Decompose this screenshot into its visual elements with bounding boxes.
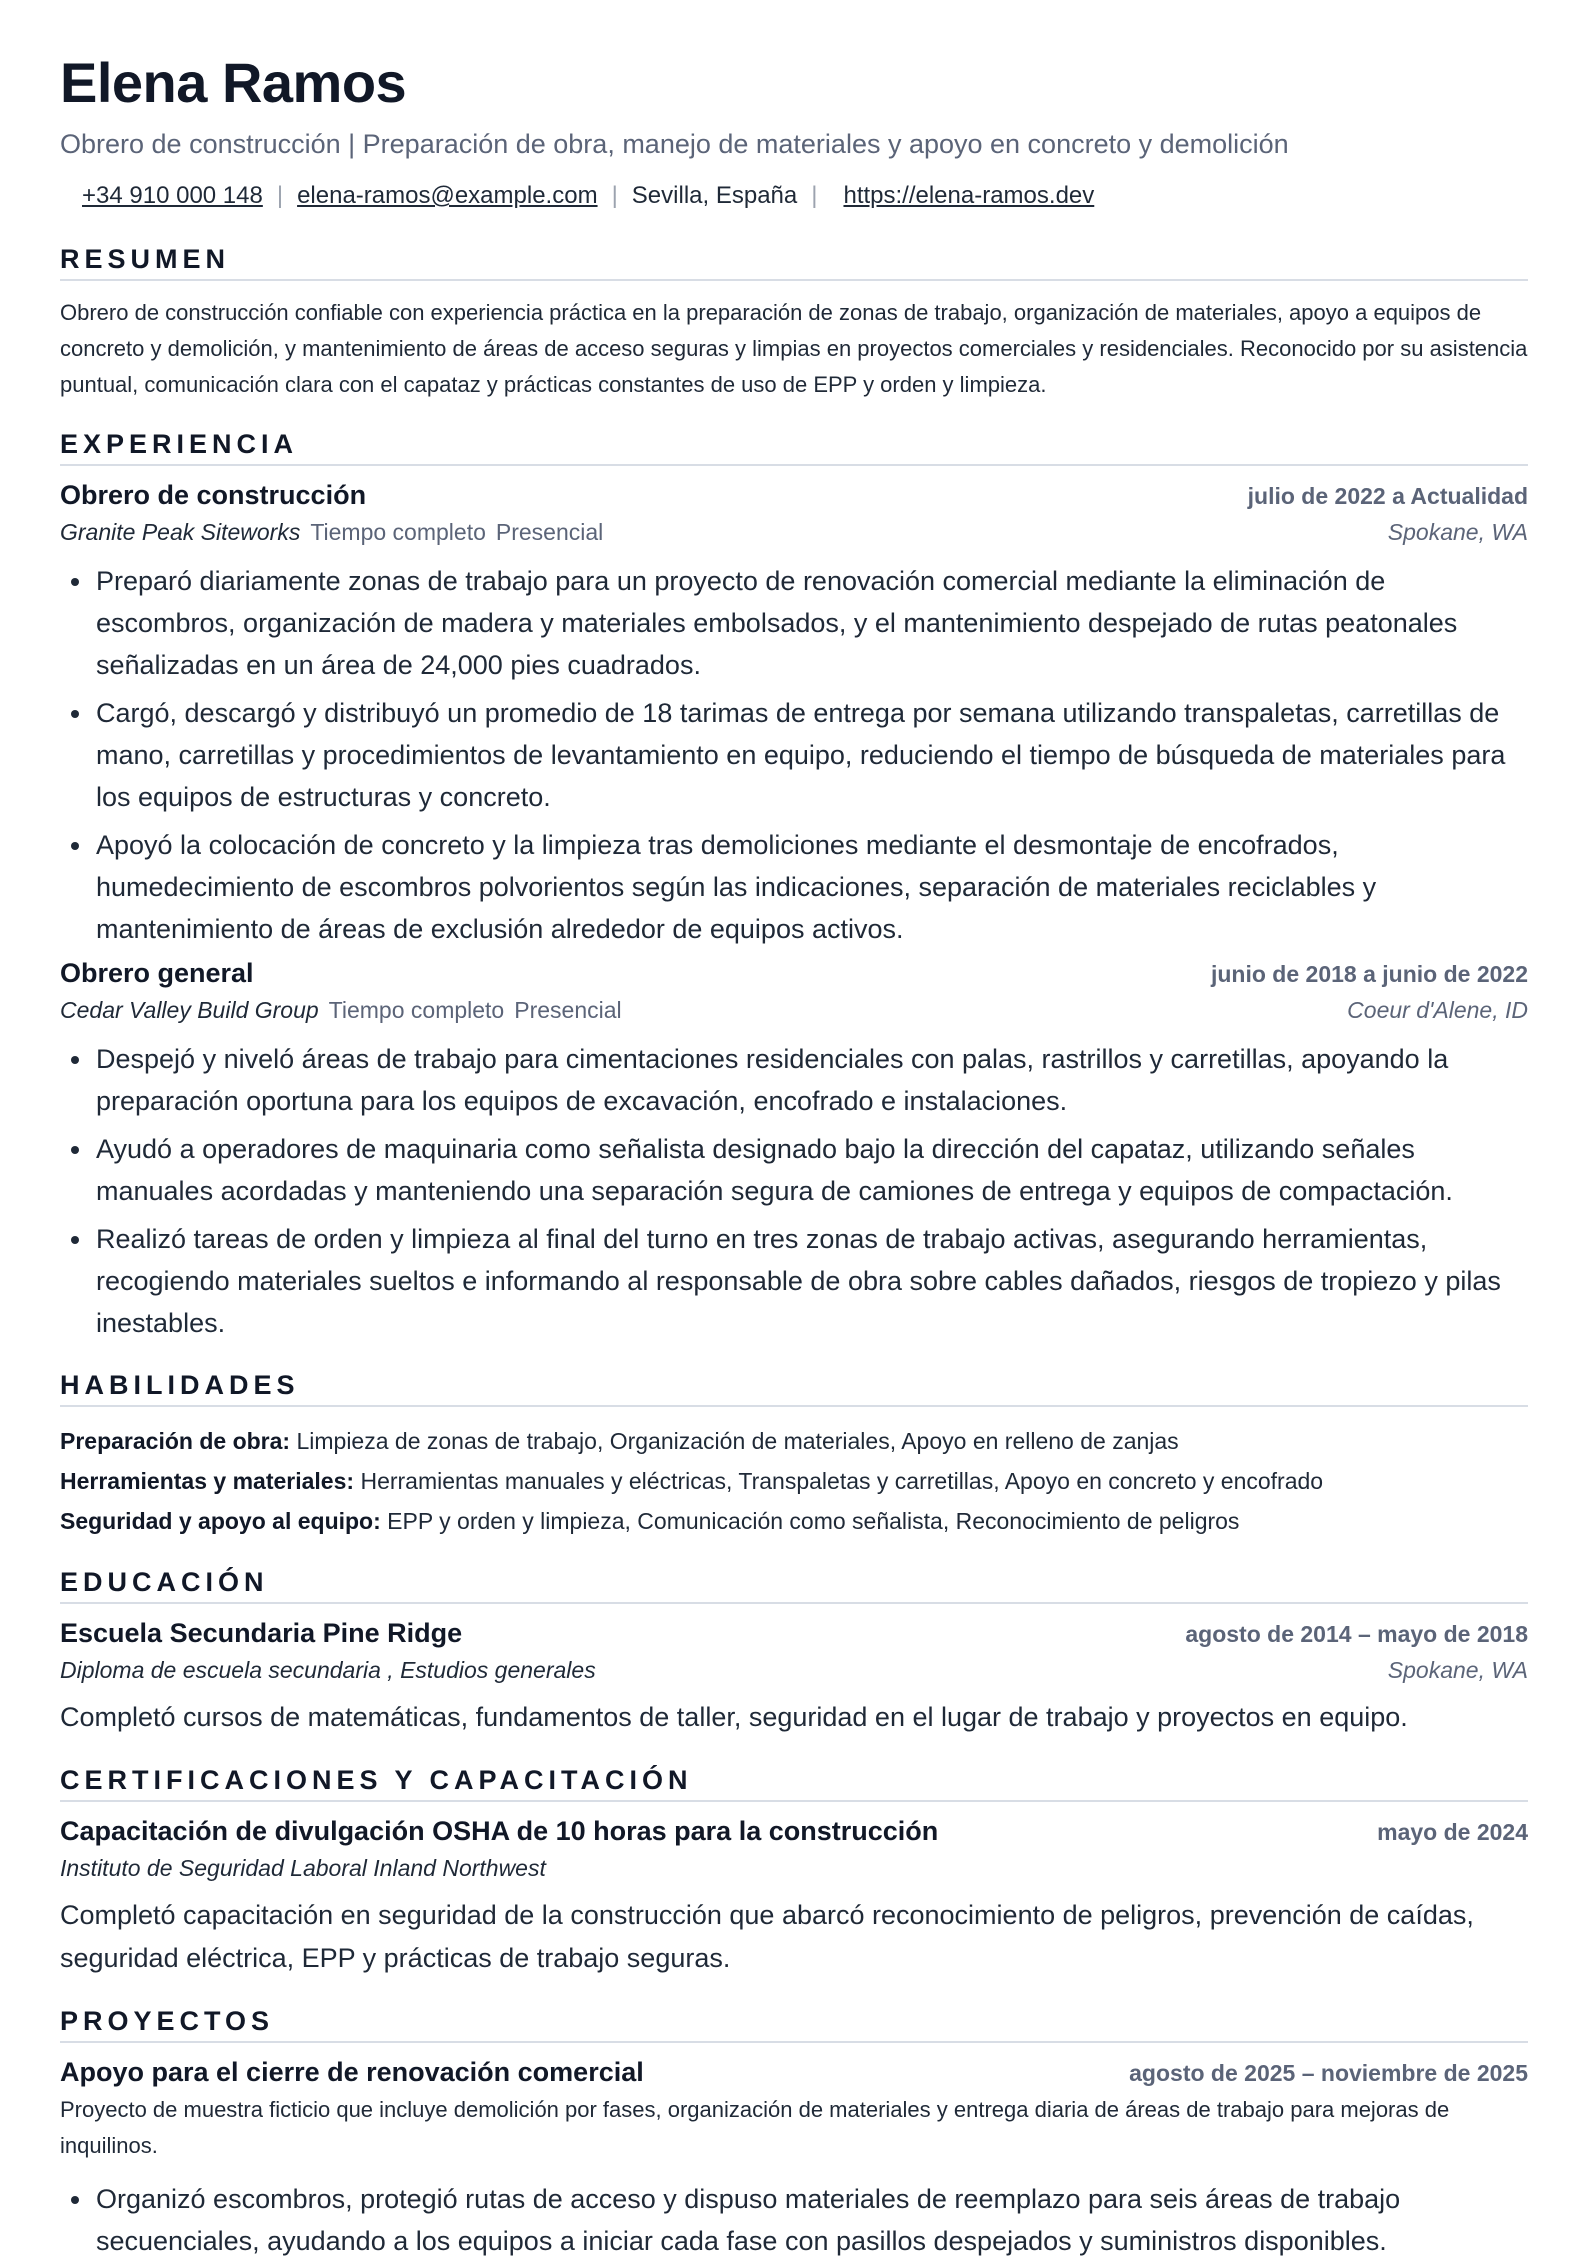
certification-entry bbox=[60, 1816, 1528, 1980]
project-bullets bbox=[60, 2178, 1528, 2262]
job-location: Coeur d'Alene, ID bbox=[1347, 996, 1528, 1023]
phone-link[interactable]: +34 910 000 148 bbox=[82, 181, 263, 209]
skill-items: Limpieza de zonas de trabajo, Organización de materiales, Apoyo en relleno de zanjas bbox=[296, 1427, 1179, 1454]
education-description: Completó cursos de matemáticas, fundamentos de taller, seguridad en el lugar de trabajo y proyectos en equipo. bbox=[60, 1701, 1408, 1732]
job-type: Tiempo completo bbox=[310, 518, 486, 545]
job-company: Granite Peak Siteworks bbox=[60, 518, 301, 545]
bullet-item: • Cargó, descargó y distribuyó un promedio de 18 tarimas de entrega por semana utilizando transpaletas, carretillas de mano, carretillas y procedimientos de levantamiento en equipo, reduciendo el tiempo de búsqueda de materiales para los equipos de estructuras y concreto. bbox=[94, 692, 1528, 818]
section-title-projects: PROYECTOS bbox=[60, 2006, 1528, 2043]
bullet-item: • Apoyó la colocación de concreto y la limpieza tras demoliciones mediante el desmontaje de encofrados, humedecimiento de escombros polvorientos según las indicaciones, separación de materiales reciclables y mantenimiento de áreas de exclusión alrededor de equipos activos. bbox=[94, 824, 1528, 950]
candidate-name: Elena Ramos bbox=[60, 51, 407, 114]
email-link[interactable]: elena-ramos@example.com bbox=[297, 181, 598, 209]
education-date: agosto de 2014 – mayo de 2018 bbox=[1185, 1620, 1528, 1647]
certification-name: Capacitación de divulgación OSHA de 10 horas para la construcción bbox=[60, 1815, 939, 1846]
job-location: Spokane, WA bbox=[1387, 518, 1528, 545]
contact-bar bbox=[60, 182, 1528, 210]
job-bullets bbox=[60, 560, 1528, 950]
education-location: Spokane, WA bbox=[1387, 1656, 1528, 1683]
job-role: Obrero de construcción bbox=[60, 479, 367, 510]
skill-items: Herramientas manuales y eléctricas, Transpaletas y carretillas, Apoyo en concreto y encofrado bbox=[360, 1467, 1324, 1494]
skill-group bbox=[60, 1501, 1528, 1541]
skill-group bbox=[60, 1421, 1528, 1461]
education-entry bbox=[60, 1618, 1528, 1739]
job-company: Cedar Valley Build Group bbox=[60, 996, 319, 1023]
certification-date: mayo de 2024 bbox=[1377, 1818, 1528, 1845]
summary-text: Obrero de construcción confiable con experiencia práctica en la preparación de zonas de trabajo, organización de materiales, apoyo a equipos de concreto y demolición, y mantenimiento de áreas de acceso seguras y limpias en proyectos comerciales y residenciales. Reconocido por su asistencia puntual, comunicación clara con el capataz y prácticas constantes de uso de EPP y orden y limpieza. bbox=[60, 299, 1528, 397]
skill-group bbox=[60, 1461, 1528, 1501]
skill-label: Herramientas y materiales: bbox=[60, 1467, 355, 1494]
job-mode: Presencial bbox=[514, 996, 622, 1023]
website-link[interactable]: https://elena-ramos.dev bbox=[843, 181, 1095, 209]
section-title-skills: HABILIDADES bbox=[60, 1370, 1528, 1407]
job-date: junio de 2018 a junio de 2022 bbox=[1210, 960, 1528, 987]
separator: | bbox=[276, 181, 284, 209]
school-name: Escuela Secundaria Pine Ridge bbox=[60, 1617, 463, 1648]
skill-items: EPP y orden y limpieza, Comunicación como señalista, Reconocimiento de peligros bbox=[387, 1507, 1240, 1534]
certification-description: Completó capacitación en seguridad de la construcción que abarcó reconocimiento de peligros, prevención de caídas, seguridad eléctrica, EPP y prácticas de trabajo seguras. bbox=[60, 1899, 1474, 1973]
project-date: agosto de 2025 – noviembre de 2025 bbox=[1129, 2059, 1528, 2086]
project-name: Apoyo para el cierre de renovación comercial bbox=[60, 2056, 644, 2087]
job-role: Obrero general bbox=[60, 957, 254, 988]
section-title-certifications: CERTIFICACIONES Y CAPACITACIÓN bbox=[60, 1765, 1528, 1802]
bullet-item: • Preparó diariamente zonas de trabajo para un proyecto de renovación comercial mediante la eliminación de escombros, organización de madera y materiales embolsados, y el mantenimiento despejado de rutas peatonales señalizadas en un área de 24,000 pies cuadrados. bbox=[94, 560, 1528, 686]
headline: Obrero de construcción | Preparación de obra, manejo de materiales y apoyo en concreto y demolición bbox=[60, 128, 1289, 159]
bullet-item: • Despejó y niveló áreas de trabajo para cimentaciones residenciales con palas, rastrillos y carretillas, apoyando la preparación oportuna para los equipos de excavación, encofrado e instalaciones. bbox=[94, 1038, 1528, 1122]
section-title-experience: EXPERIENCIA bbox=[60, 429, 1528, 466]
skill-label: Seguridad y apoyo al equipo: bbox=[60, 1507, 381, 1534]
certification-issuer: Instituto de Seguridad Laboral Inland Northwest bbox=[60, 1854, 546, 1881]
project-entry bbox=[60, 2057, 1528, 2262]
degree: Diploma de escuela secundaria , Estudios generales bbox=[60, 1656, 596, 1683]
project-description: Proyecto de muestra ficticio que incluye demolición por fases, organización de materiales y entrega diaria de áreas de trabajo para mejoras de inquilinos. bbox=[60, 2096, 1450, 2158]
location-text: Sevilla, España bbox=[631, 181, 798, 209]
job-type: Tiempo completo bbox=[328, 996, 505, 1023]
job-entry bbox=[60, 480, 1528, 950]
job-entry bbox=[60, 958, 1528, 1344]
separator: | bbox=[811, 181, 818, 209]
bullet-item: • Ayudó a operadores de maquinaria como señalista designado bajo la dirección del capataz, utilizando señales manuales acordadas y manteniendo una separación segura de camiones de entrega y equipos de compactación. bbox=[94, 1128, 1528, 1212]
job-date: julio de 2022 a Actualidad bbox=[1247, 482, 1528, 509]
section-title-education: EDUCACIÓN bbox=[60, 1567, 1528, 1604]
bullet-item: • Realizó tareas de orden y limpieza al final del turno en tres zonas de trabajo activas, asegurando herramientas, recogiendo materiales sueltos e informando al responsable de obra sobre cables dañados, riesgos de tropiezo y pilas inestables. bbox=[94, 1218, 1528, 1344]
bullet-item: • Organizó escombros, protegió rutas de acceso y dispuso materiales de reemplazo para seis áreas de trabajo secuenciales, ayudando a los equipos a iniciar cada fase con pasillos despejados y suministros disponibles. bbox=[94, 2178, 1528, 2262]
job-bullets bbox=[60, 1038, 1528, 1344]
job-mode: Presencial bbox=[495, 518, 604, 545]
section-title-summary: RESUMEN bbox=[60, 244, 1528, 281]
separator: | bbox=[611, 181, 618, 209]
skill-label: Preparación de obra: bbox=[60, 1427, 291, 1454]
